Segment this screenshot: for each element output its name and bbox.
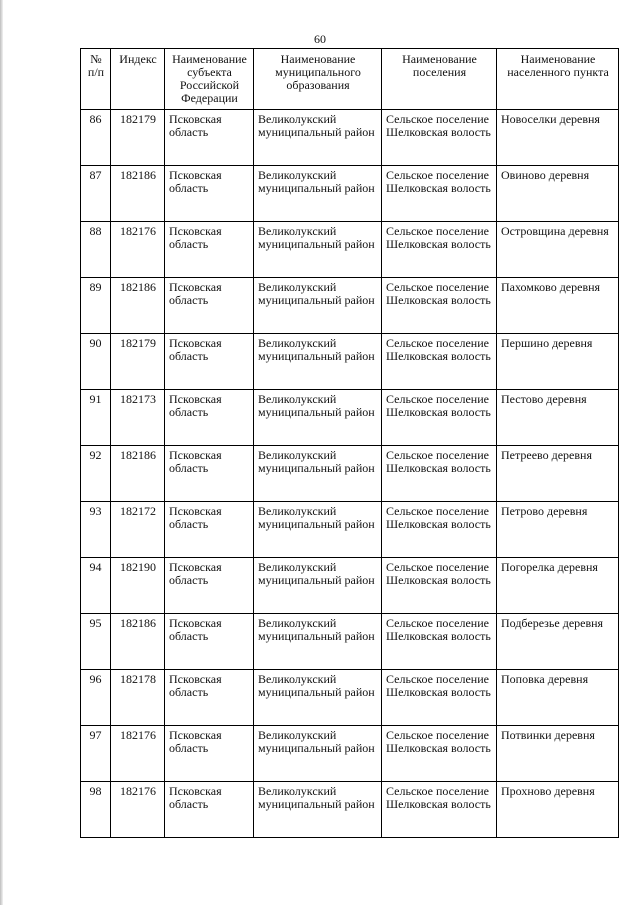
table-row	[81, 222, 619, 278]
cell-subject: Псковская область	[165, 222, 254, 278]
cell-settlement: Сельское поселение Шелковская волость	[382, 614, 497, 670]
cell-num: 95	[81, 614, 111, 670]
cell-subject: Псковская область	[165, 334, 254, 390]
cell-index: 182176	[111, 726, 165, 782]
cell-municipal: Великолукский муниципальный район	[254, 278, 382, 334]
cell-locality: Потвинки деревня	[497, 726, 619, 782]
table-row	[81, 558, 619, 614]
cell-locality: Пахомково деревня	[497, 278, 619, 334]
cell-municipal: Великолукский муниципальный район	[254, 222, 382, 278]
cell-num: 92	[81, 446, 111, 502]
cell-num: 96	[81, 670, 111, 726]
cell-municipal: Великолукский муниципальный район	[254, 726, 382, 782]
cell-settlement: Сельское поселение Шелковская волость	[382, 166, 497, 222]
cell-settlement: Сельское поселение Шелковская волость	[382, 558, 497, 614]
cell-subject: Псковская область	[165, 782, 254, 838]
cell-index: 182186	[111, 166, 165, 222]
cell-settlement: Сельское поселение Шелковская волость	[382, 110, 497, 166]
table-row	[81, 726, 619, 782]
cell-index: 182176	[111, 222, 165, 278]
cell-settlement: Сельское поселение Шелковская волость	[382, 278, 497, 334]
cell-subject: Псковская область	[165, 110, 254, 166]
cell-locality: Погорелка деревня	[497, 558, 619, 614]
cell-locality: Овиново деревня	[497, 166, 619, 222]
cell-num: 90	[81, 334, 111, 390]
header-num: № п/п	[81, 49, 111, 110]
header-municipal: Наименование муниципального образования	[254, 49, 382, 110]
cell-municipal: Великолукский муниципальный район	[254, 670, 382, 726]
table-row	[81, 446, 619, 502]
cell-settlement: Сельское поселение Шелковская волость	[382, 782, 497, 838]
cell-subject: Псковская область	[165, 390, 254, 446]
table-row	[81, 334, 619, 390]
cell-subject: Псковская область	[165, 558, 254, 614]
cell-settlement: Сельское поселение Шелковская волость	[382, 726, 497, 782]
cell-subject: Псковская область	[165, 446, 254, 502]
cell-settlement: Сельское поселение Шелковская волость	[382, 446, 497, 502]
header-locality: Наименование населенного пункта	[497, 49, 619, 110]
cell-locality: Пестово деревня	[497, 390, 619, 446]
cell-subject: Псковская область	[165, 614, 254, 670]
cell-num: 94	[81, 558, 111, 614]
cell-municipal: Великолукский муниципальный район	[254, 446, 382, 502]
cell-municipal: Великолукский муниципальный район	[254, 390, 382, 446]
cell-num: 93	[81, 502, 111, 558]
table-row	[81, 614, 619, 670]
cell-index: 182173	[111, 390, 165, 446]
cell-num: 91	[81, 390, 111, 446]
cell-index: 182176	[111, 782, 165, 838]
cell-locality: Подберезье деревня	[497, 614, 619, 670]
cell-municipal: Великолукский муниципальный район	[254, 558, 382, 614]
cell-subject: Псковская область	[165, 670, 254, 726]
cell-locality: Петреево деревня	[497, 446, 619, 502]
table-header	[81, 49, 619, 110]
cell-index: 182190	[111, 558, 165, 614]
cell-index: 182186	[111, 446, 165, 502]
cell-num: 86	[81, 110, 111, 166]
page-number: 60	[314, 32, 326, 46]
header-row	[81, 49, 619, 110]
cell-subject: Псковская область	[165, 726, 254, 782]
cell-municipal: Великолукский муниципальный район	[254, 166, 382, 222]
cell-subject: Псковская область	[165, 166, 254, 222]
header-settlement: Наименование поселения	[382, 49, 497, 110]
cell-settlement: Сельское поселение Шелковская волость	[382, 390, 497, 446]
scan-edge	[0, 0, 3, 905]
settlements-table	[80, 48, 619, 838]
cell-num: 97	[81, 726, 111, 782]
cell-settlement: Сельское поселение Шелковская волость	[382, 502, 497, 558]
cell-locality: Поповка деревня	[497, 670, 619, 726]
cell-locality: Островщина деревня	[497, 222, 619, 278]
cell-municipal: Великолукский муниципальный район	[254, 782, 382, 838]
cell-municipal: Великолукский муниципальный район	[254, 334, 382, 390]
table-row	[81, 278, 619, 334]
cell-num: 87	[81, 166, 111, 222]
cell-settlement: Сельское поселение Шелковская волость	[382, 670, 497, 726]
cell-settlement: Сельское поселение Шелковская волость	[382, 334, 497, 390]
cell-locality: Першино деревня	[497, 334, 619, 390]
cell-locality: Петрово деревня	[497, 502, 619, 558]
cell-municipal: Великолукский муниципальный район	[254, 110, 382, 166]
table-row	[81, 166, 619, 222]
table-row	[81, 390, 619, 446]
cell-num: 89	[81, 278, 111, 334]
cell-subject: Псковская область	[165, 502, 254, 558]
cell-locality: Прохново деревня	[497, 782, 619, 838]
cell-num: 98	[81, 782, 111, 838]
header-index: Индекс	[111, 49, 165, 110]
cell-subject: Псковская область	[165, 278, 254, 334]
cell-index: 182179	[111, 110, 165, 166]
table-row	[81, 502, 619, 558]
cell-settlement: Сельское поселение Шелковская волость	[382, 222, 497, 278]
table-row	[81, 110, 619, 166]
cell-index: 182178	[111, 670, 165, 726]
cell-index: 182186	[111, 278, 165, 334]
cell-index: 182179	[111, 334, 165, 390]
header-subject: Наименование субъекта Российской Федерации	[165, 49, 254, 110]
table-body	[81, 110, 619, 838]
cell-num: 88	[81, 222, 111, 278]
cell-index: 182172	[111, 502, 165, 558]
cell-municipal: Великолукский муниципальный район	[254, 502, 382, 558]
table-row	[81, 670, 619, 726]
cell-municipal: Великолукский муниципальный район	[254, 614, 382, 670]
cell-locality: Новоселки деревня	[497, 110, 619, 166]
table-row	[81, 782, 619, 838]
cell-index: 182186	[111, 614, 165, 670]
